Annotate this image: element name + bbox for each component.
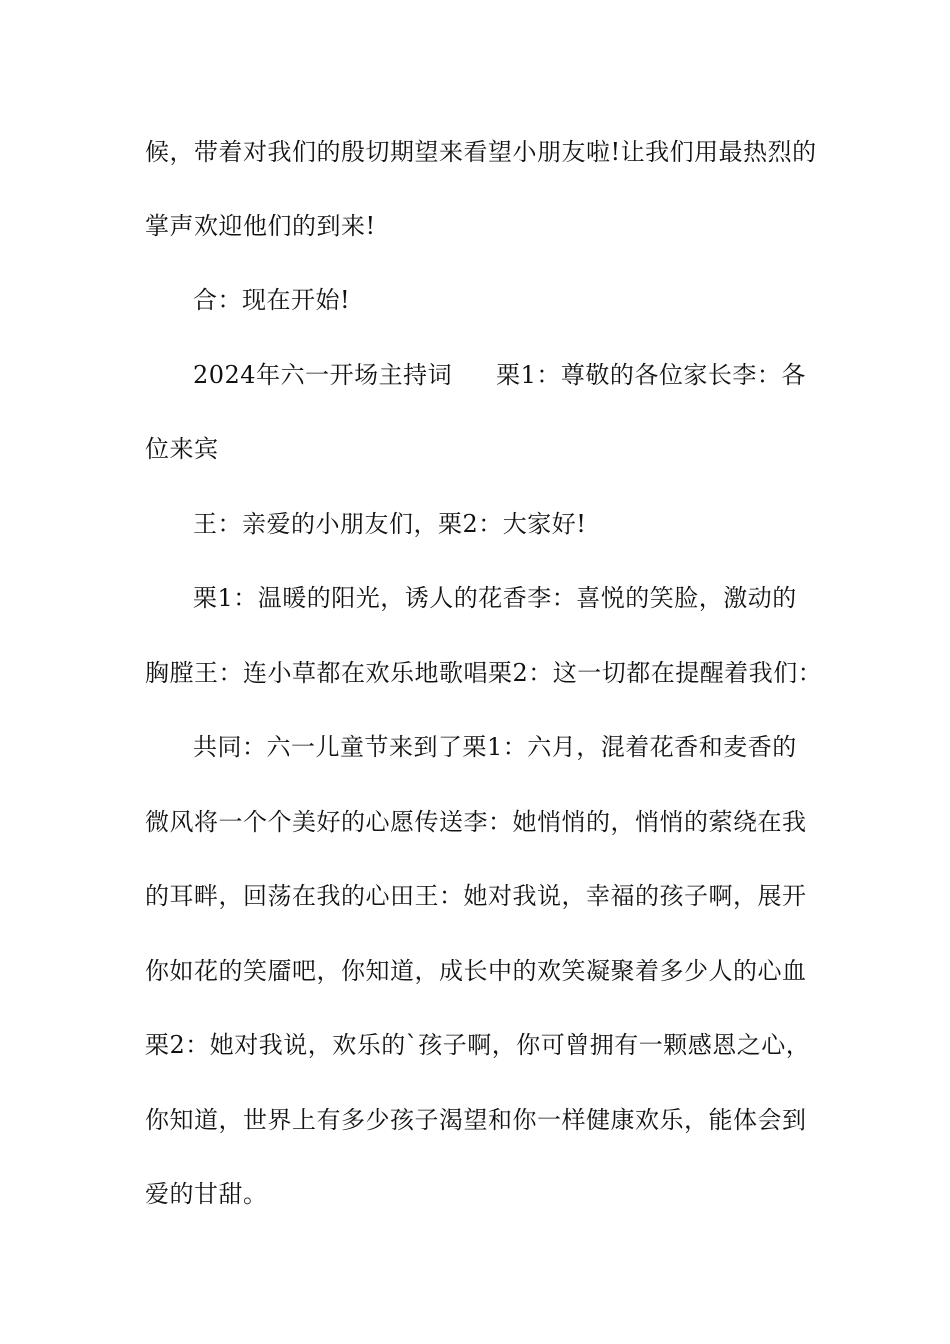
text-line-5: 位来宾 — [145, 435, 219, 463]
text-line-13: 栗2：她对我说，欢乐的`孩子啊，你可曾拥有一颗感恩之心， — [145, 1031, 811, 1059]
text-line-4 — [193, 360, 858, 390]
text-line-11: 的耳畔，回荡在我的心田王：她对我说，幸福的孩子啊，展开 — [145, 882, 807, 910]
text-line-3: 合：现在开始! — [193, 286, 351, 314]
text-line-9: 共同：六一儿童节来到了栗1：六月，混着花香和麦香的 — [193, 733, 797, 761]
text-line-6: 王：亲爱的小朋友们，栗2：大家好! — [193, 510, 587, 538]
text-line-4-rest: 栗1：尊敬的各位家长李：各 — [496, 361, 806, 389]
text-line-1: 候，带着对我们的殷切期望来看望小朋友啦!让我们用最热烈的 — [145, 138, 817, 166]
text-line-4-title: 2024年六一开场主持词 — [193, 361, 453, 389]
text-line-15: 爱的甘甜。 — [145, 1180, 268, 1208]
text-line-14: 你知道，世界上有多少孩子渴望和你一样健康欢乐，能体会到 — [145, 1106, 807, 1134]
text-line-10: 微风将一个个美好的心愿传送李：她悄悄的，悄悄的萦绕在我 — [145, 808, 807, 836]
text-line-7: 栗1：温暖的阳光，诱人的花香李：喜悦的笑脸，激动的 — [193, 584, 797, 612]
text-line-8: 胸膛王：连小草都在欢乐地歌唱栗2：这一切都在提醒着我们： — [145, 659, 823, 687]
text-line-12: 你如花的笑靥吧，你知道，成长中的欢笑凝聚着多少人的心血 — [145, 957, 807, 985]
text-line-2: 掌声欢迎他们的到来! — [145, 212, 376, 240]
